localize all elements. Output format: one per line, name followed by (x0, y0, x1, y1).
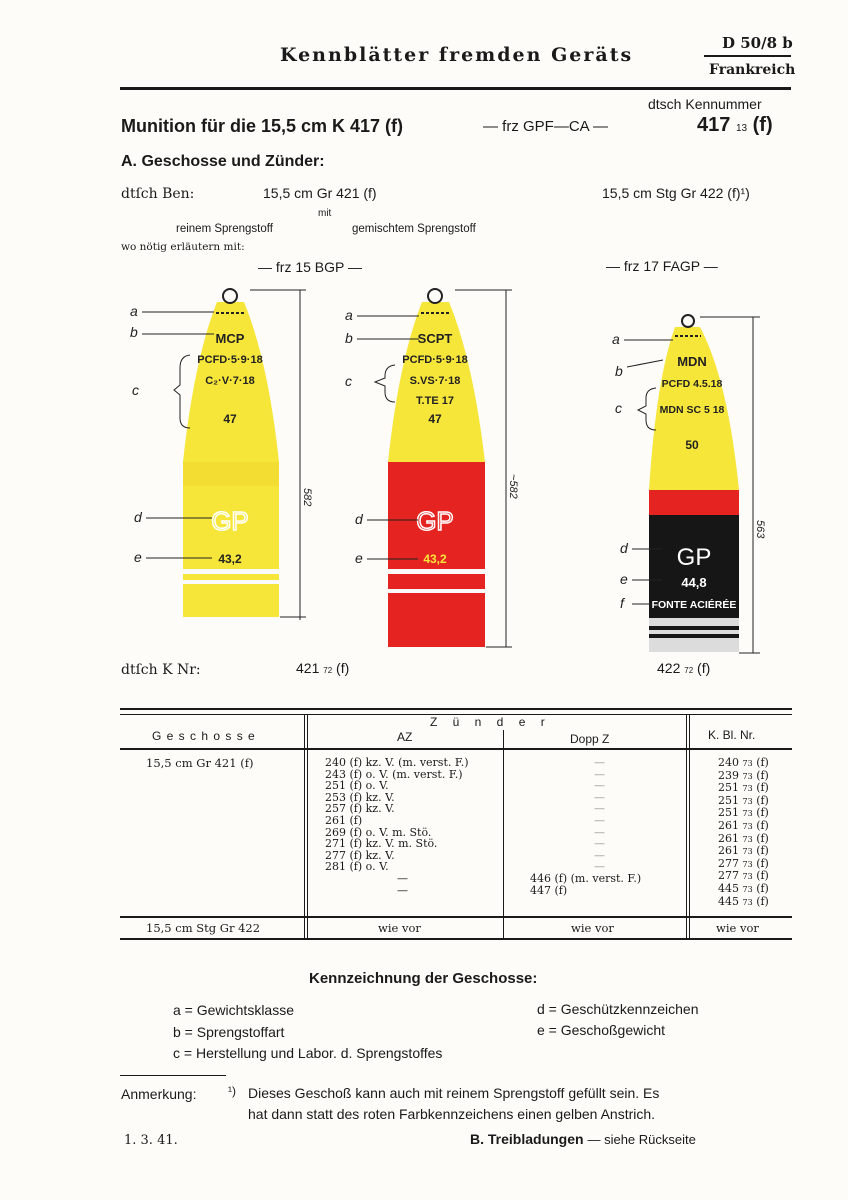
col-az: AZ (397, 730, 413, 744)
section-b (470, 1131, 696, 1147)
shell-3-label-c: c (615, 400, 622, 416)
shell-1-label-b: b (130, 324, 138, 340)
kr2-sub: 72 (684, 666, 694, 675)
dopp-entry: — (594, 790, 605, 804)
kennnummer-main: 417 (697, 114, 731, 136)
main-title: Munition für die 15,5 cm K 417 (f) (121, 116, 404, 136)
row2-az: wie vor (378, 921, 421, 935)
kennnummer-sub: 13 (735, 123, 748, 134)
kbl-entry: 261 73 (f) (718, 818, 769, 832)
kennzeichnung-title: Kennzeichnung der Geschosse: (309, 970, 538, 987)
shell-2-line-2: S.VS·7·18 (409, 375, 461, 387)
kbl-entry: 261 73 (f) (718, 844, 769, 858)
anmerkung-line2: hat dann statt des roten Farbkennzeichens einen gelben Anstrich. (248, 1106, 656, 1122)
shell-1 (130, 289, 313, 620)
az-entry: 251 (f) o. V. (325, 779, 389, 793)
shell-2 (345, 289, 519, 647)
kr2-main: 422 (657, 660, 681, 676)
section-b-rest: — siehe Rückseite (587, 1132, 696, 1147)
row2-kbl: wie vor (716, 921, 759, 935)
kennnummer-label: dtsch Kennummer (648, 96, 762, 112)
shell-2-label-d: d (355, 511, 363, 527)
shell-3-label-d: d (620, 540, 628, 556)
shell2-name: 15,5 cm Stg Gr 422 (f)¹) (602, 185, 750, 201)
az-entry: 253 (f) kz. V. (325, 790, 395, 804)
kbl-entry: 251 73 (f) (718, 806, 769, 820)
kr1-suffix: (f) (336, 660, 350, 676)
dopp-entry: — (594, 756, 605, 769)
shell-3-gp: GP (676, 544, 712, 571)
section-a-title: A. Geschosse und Zünder: (121, 153, 325, 170)
az-entry: 281 (f) o. V. (325, 860, 389, 874)
dopp-entry: — (594, 837, 605, 851)
kr1-sub: 72 (323, 666, 333, 675)
kbl-entry: 445 73 (f) (718, 894, 769, 908)
shell-2-label-a: a (345, 307, 353, 323)
row2-dopp: wie vor (571, 921, 614, 935)
shell-3-line-3: 50 (685, 438, 699, 452)
kennnummer-value (697, 114, 773, 137)
shell-3-label-b: b (615, 363, 623, 379)
kbl-entry: 445 73 (f) (718, 881, 769, 895)
shell-1-line-3: 47 (223, 412, 237, 426)
dopp-entry: — (594, 848, 605, 862)
shell-1-label-d: d (134, 509, 142, 525)
date-label: 1. 3. 41. (124, 1133, 178, 1148)
shell-2-weight: 43,2 (423, 552, 447, 566)
az-entry: 257 (f) kz. V. (325, 802, 395, 816)
section-b-title: B. Treibladungen (470, 1131, 584, 1147)
doc-code: D 50/8 b (722, 34, 793, 52)
shell-3 (612, 315, 766, 653)
shell-1-label-a: a (130, 303, 138, 319)
frz17-label: — frz 17 FAGP — (606, 258, 718, 274)
anmerkung-line1: Dieses Geschoß kann auch mit reinem Sprengstoff gefüllt sein. Es (248, 1085, 660, 1101)
kr1-value (296, 660, 349, 676)
shell-3-line-2: MDN SC 5 18 (659, 404, 725, 416)
anmerkung-mark: ¹) (228, 1084, 236, 1098)
row2-label: 15,5 cm Stg Gr 422 (146, 921, 261, 935)
shell-3-line-0: MDN (677, 354, 707, 369)
dopp-entry: — (594, 860, 605, 874)
row1-az-column (325, 757, 469, 896)
shell-3-label-f: f (620, 595, 624, 611)
dtsch-ben-label: dtſch Ben: (121, 186, 195, 202)
shell-2-label-b: b (345, 330, 353, 346)
country-label: Frankreich (709, 62, 796, 78)
kbl-entry: 239 73 (f) (718, 768, 769, 782)
shell-1-label-e: e (134, 549, 142, 565)
mit-label: mit (318, 208, 332, 219)
dopp-entry: — (594, 813, 605, 827)
dopp-entry: 446 (f) (m. verst. F.) (530, 871, 642, 885)
kbl-entry: 240 73 (f) (718, 756, 769, 769)
header-title: Kennblätter fremden Geräts (280, 44, 634, 66)
dopp-entry: 447 (f) (530, 883, 568, 897)
col-geschosse: G e s c h o s s e (152, 729, 256, 743)
shell-2-label-c: c (345, 373, 352, 389)
col-dopp: Dopp Z (570, 732, 610, 746)
az-entry: 243 (f) o. V. (m. verst. F.) (325, 767, 463, 781)
shell-drawings (0, 280, 848, 670)
frz15-label: — frz 15 BGP — (258, 259, 362, 275)
kr-label: dtſch K Nr: (121, 662, 201, 678)
shell-3-extra: FONTE ACIÉRÉE (651, 599, 737, 611)
shell-1-dim: 582 (301, 488, 313, 507)
shell-1-gp: GP (211, 506, 249, 536)
shell-2-line-4: 47 (428, 412, 442, 426)
kr2-suffix: (f) (697, 660, 711, 676)
kbl-entry: 277 73 (f) (718, 869, 769, 883)
shell-2-line-3: T.TE 17 (416, 395, 454, 407)
shell-1-line-1: PCFD·5·9·18 (197, 354, 263, 366)
row1-dopp-column (530, 757, 680, 896)
shell-3-weight: 44,8 (681, 575, 707, 590)
shell-2-dim: ~582 (507, 474, 519, 499)
header-rule (120, 87, 791, 90)
anmerkung-rule (120, 1075, 226, 1076)
kbl-entry: 277 73 (f) (718, 856, 769, 870)
shell-3-dim: 563 (754, 520, 766, 539)
az-entry: 261 (f) (325, 813, 363, 827)
az-entry: 271 (f) kz. V. m. Stö. (325, 837, 438, 851)
row1-label: 15,5 cm Gr 421 (f) (146, 756, 254, 770)
table-zuender-title: Z ü n d e r (430, 715, 551, 729)
az-entry: — (397, 883, 408, 897)
shell-1-line-2: C₂·V·7·18 (205, 375, 255, 387)
kbl-entry: 261 73 (f) (718, 831, 769, 845)
shell-3-line-1: PCFD 4.5.18 (661, 378, 723, 390)
kbl-entry: 251 73 (f) (718, 781, 769, 795)
dopp-entry: — (594, 779, 605, 793)
legend-b: b = Sprengstoffart (173, 1024, 285, 1040)
shell-2-line-1: PCFD·5·9·18 (402, 354, 468, 366)
shell-1-line-0: MCP (215, 331, 245, 346)
legend-a: a = Gewichtsklasse (173, 1002, 294, 1018)
wo-noetig-label: wo nötig erläutern mit: (121, 241, 245, 253)
az-entry: 269 (f) o. V. m. Stö. (325, 825, 432, 839)
frz-designation: — frz GPF—CA — (483, 118, 609, 135)
shell-1-weight: 43,2 (218, 552, 242, 566)
shell-2-gp: GP (416, 506, 454, 536)
legend-c: c = Herstellung und Labor. d. Sprengstoffes (173, 1045, 443, 1061)
dopp-entry: — (594, 825, 605, 839)
shell-3-label-a: a (612, 331, 620, 347)
kennnummer-suffix: (f) (752, 114, 773, 136)
shell-1-label-c: c (132, 382, 139, 398)
shell1-name: 15,5 cm Gr 421 (f) (263, 185, 377, 201)
reinem-label: reinem Sprengstoff (176, 223, 273, 235)
shell-2-line-0: SCPT (417, 331, 453, 346)
legend-e: e = Geschoßgewicht (537, 1022, 666, 1038)
kr1-main: 421 (296, 660, 320, 676)
gemischtem-label: gemischtem Sprengstoff (352, 223, 476, 235)
legend-d: d = Geschützkennzeichen (537, 1001, 699, 1017)
shell-2-label-e: e (355, 550, 363, 566)
az-entry: 277 (f) kz. V. (325, 848, 395, 862)
dopp-entry: — (594, 802, 605, 816)
col-kbl: K. Bl. Nr. (708, 728, 756, 742)
row1-kbl-column (718, 757, 769, 908)
kr2-value (657, 660, 710, 676)
az-entry: — (397, 871, 408, 885)
anmerkung-label: Anmerkung: (121, 1086, 197, 1102)
kbl-entry: 251 73 (f) (718, 793, 769, 807)
header-rule-right (704, 55, 791, 57)
dopp-entry: — (594, 767, 605, 781)
az-entry: 240 (f) kz. V. (m. verst. F.) (325, 756, 469, 769)
shell-3-label-e: e (620, 571, 628, 587)
